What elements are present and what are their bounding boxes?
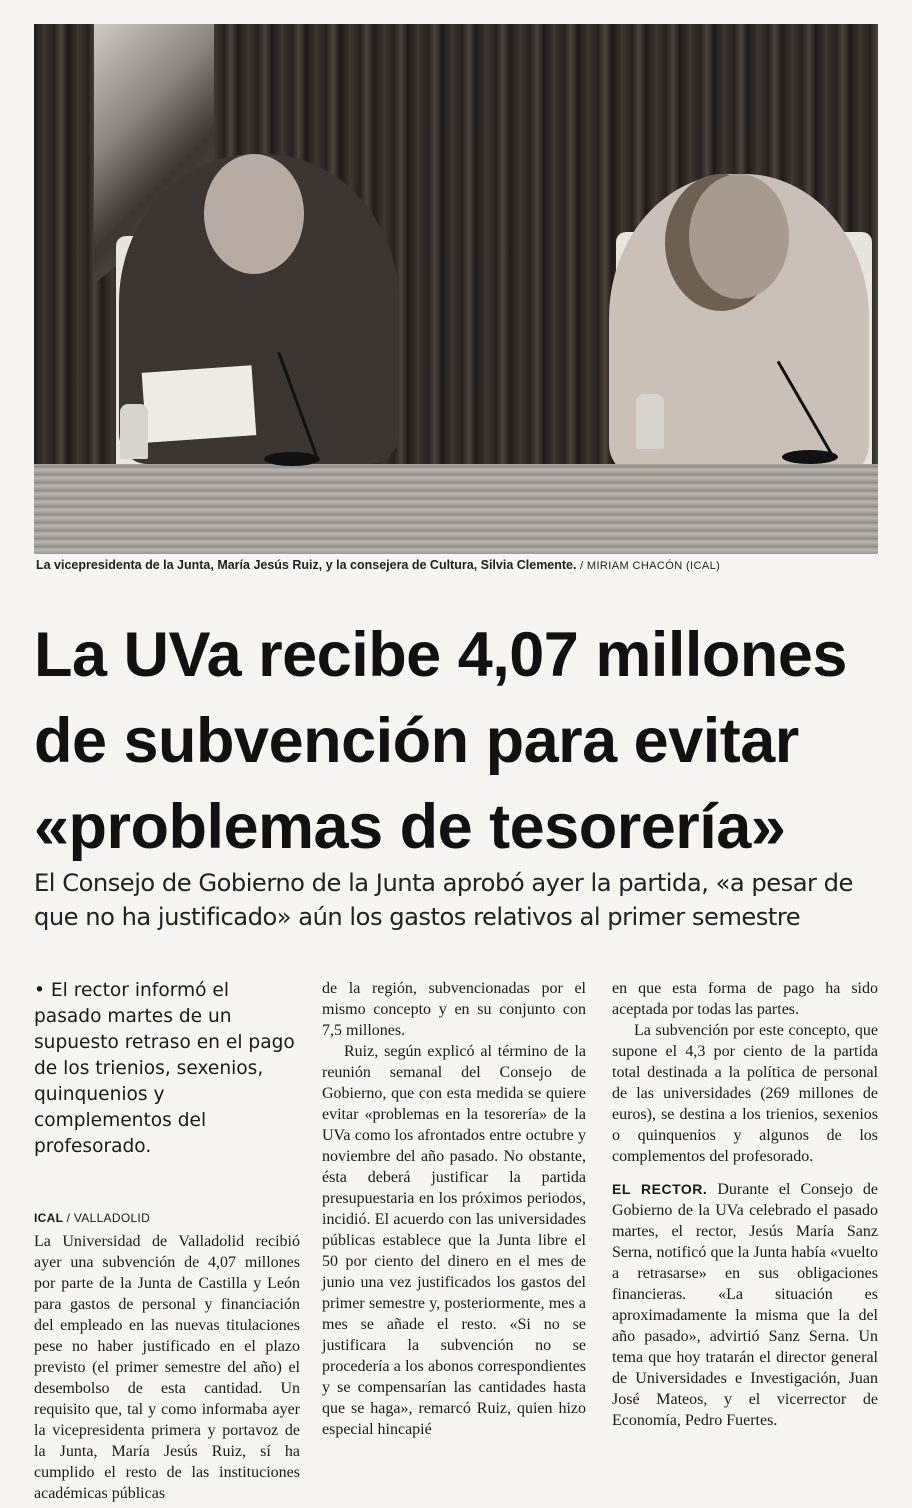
headline-line: «problemas de tesorería» bbox=[34, 792, 786, 862]
headline bbox=[34, 612, 884, 870]
article-column-1 bbox=[34, 978, 300, 1504]
caption-text: La vicepresidenta de la Junta, María Jesús Ruiz, y la consejera de Cultura, Silvia Clemente. bbox=[36, 558, 577, 572]
headline-line: La UVa recibe 4,07 millones bbox=[34, 620, 847, 690]
news-photo bbox=[34, 24, 878, 554]
body-paragraph: La Universidad de Valladolid recibió ayer una subvención de 4,07 millones por parte de la Junta de Castilla y León para gastos de personal y financiación del empleado en las nuevas titulaciones pese no haber justificado en el plazo previsto (el primer semestre del año) el desembolso de esta cantidad. Un requisito que, tal y como informaba ayer la vicepresidenta primera y portavoz de la Junta, María Jesús Ruiz, sí ha cumplido el resto de las instituciones académicas públicas bbox=[34, 1233, 300, 1502]
article-column-2 bbox=[322, 978, 586, 1440]
agency: ICAL bbox=[34, 1211, 63, 1225]
dateline bbox=[34, 1208, 300, 1229]
lead-summary: • El rector informó el pasado martes de un supuesto retraso en el pago de los trienios, sexenios, quinquenios y complementos del profesorado. bbox=[34, 980, 295, 1157]
document-paper bbox=[142, 365, 257, 443]
person-right-head bbox=[689, 174, 789, 299]
conference-table bbox=[34, 464, 878, 554]
person-left-head bbox=[204, 154, 304, 274]
section-paragraph bbox=[612, 1179, 878, 1431]
headline-line: de subvención para evitar bbox=[34, 706, 799, 776]
water-bottle bbox=[636, 394, 664, 449]
body-paragraph: Ruiz, según explicó al término de la reunión semanal del Consejo de Gobierno, que con esta medida se quiere evitar «problemas en la tesorería» de la UVa como los afrontados entre octubre y noviembre del año pasado. No obstante, ésta deberá justificar la partida presupuestaria en los próximos periodos, incidió. El acuerdo con las universidades públicas establece que la Junta libre el 50 por ciento del dinero en el mes de junio una vez justificados los gastos del primer semestre y, posteriormente, mes a mes se añade el resto. «Si no se justificara la subvención no se procedería a los abonos correspondientes y se compensarían las cantidades hasta que se haga», remarcó Ruiz, quien hizo especial hincapié bbox=[322, 1043, 586, 1438]
section-label: EL RECTOR. bbox=[612, 1181, 708, 1197]
city: / VALLADOLID bbox=[66, 1211, 151, 1225]
body-text: Durante el Consejo de Gobierno de la UVa celebrado el pasado martes, el rector, Jesús María Sanz Serna, notificó que la Junta había «vuelto a retrasarse» en sus obligaciones financieras. «La situación es aproximadamente la misma que la del año pasado», advirtió Sanz Serna. Un tema que hoy tratarán el director general de Universidades e Investigación, Juan José Mateos, y el vicerrector de Economía, Pedro Fuertes. bbox=[612, 1181, 879, 1429]
article-column-3 bbox=[612, 978, 878, 1431]
water-bottle bbox=[120, 404, 148, 459]
body-paragraph: en que esta forma de pago ha sido aceptada por todas las partes. bbox=[612, 980, 878, 1018]
microphone-base bbox=[264, 452, 320, 466]
microphone-base bbox=[782, 450, 838, 464]
photo-caption bbox=[36, 558, 876, 572]
body-paragraph: La subvención por este concepto, que supone el 4,3 por ciento de la partida total destinada a la política de personal de las universidades (269 millones de euros), se destina a los trienios, sexenios o quinquenios y algunos de los complementos del profesorado. bbox=[612, 1022, 878, 1165]
body-paragraph: de la región, subvencionadas por el mismo concepto y en su conjunto con 7,5 millones. bbox=[322, 980, 586, 1039]
photo-credit: / MIRIAM CHACÓN (ICAL) bbox=[579, 560, 721, 572]
subheadline: El Consejo de Gobierno de la Junta aprobó ayer la partida, «a pesar de que no ha justificado» aún los gastos relativos al primer semestre bbox=[34, 869, 853, 931]
